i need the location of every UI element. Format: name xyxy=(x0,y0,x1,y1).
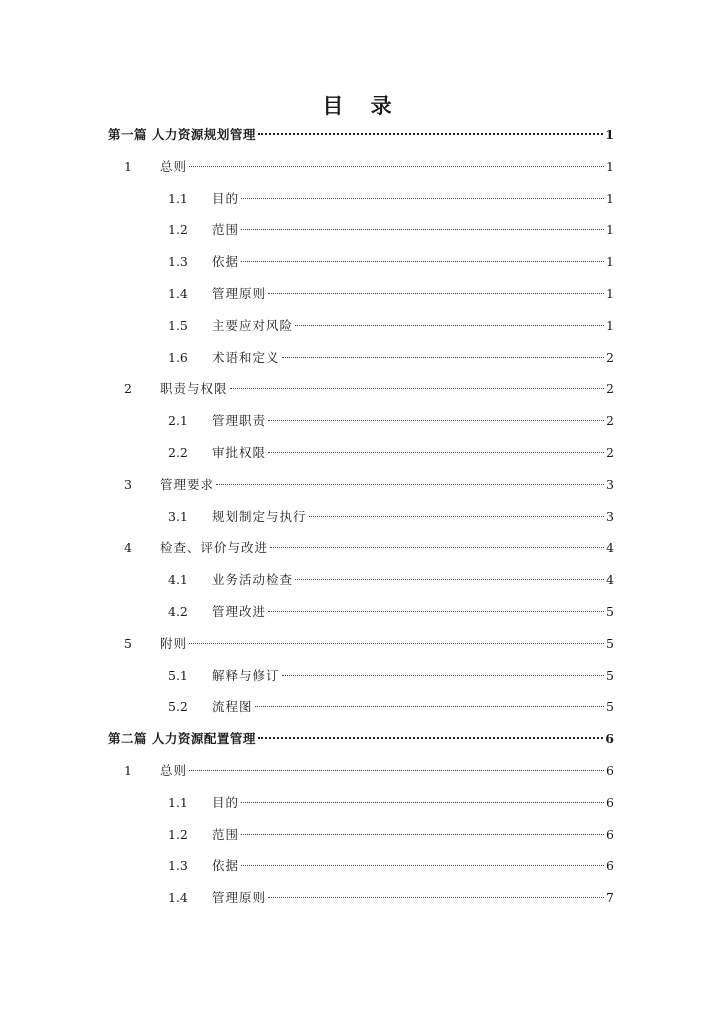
dot-leader xyxy=(270,547,604,548)
toc-entry-title: 范围 xyxy=(212,826,240,842)
dot-leader xyxy=(241,834,604,835)
toc-entry-number: 1.5 xyxy=(168,317,188,333)
toc-entry-title: 总则 xyxy=(160,158,188,174)
dot-leader xyxy=(216,484,604,485)
toc-entry-title: 规划制定与执行 xyxy=(212,508,307,524)
toc-entry-section[interactable] xyxy=(168,888,614,908)
toc-entry-number: 5.2 xyxy=(168,699,188,715)
toc-entry-section[interactable] xyxy=(168,220,614,240)
toc-entry-page-number: 6 xyxy=(605,731,614,747)
toc-entry-number: 1 xyxy=(124,158,132,174)
toc-entry-page-number: 1 xyxy=(605,127,614,142)
toc-entry-page-number: 6 xyxy=(606,858,614,874)
dot-leader xyxy=(268,897,604,898)
toc-entry-section[interactable] xyxy=(168,284,614,304)
dot-leader xyxy=(241,261,604,262)
toc-entry-number: 1.3 xyxy=(168,858,188,874)
toc-entry-number: 4.1 xyxy=(168,572,188,588)
toc-entry-title: 流程图 xyxy=(212,699,253,715)
toc-entry-number: 2.2 xyxy=(168,445,188,460)
dot-leader xyxy=(241,865,604,866)
dot-leader xyxy=(282,675,605,676)
dot-leader xyxy=(309,516,605,517)
dot-leader xyxy=(258,737,603,739)
toc-entry-page-number: 2 xyxy=(606,445,614,460)
toc-entry-number: 1.2 xyxy=(168,826,188,842)
toc-entry-title: 检查、评价与改进 xyxy=(160,540,269,556)
toc-entry-number: 3 xyxy=(124,476,132,492)
dot-leader xyxy=(295,579,604,580)
toc-entry-page-number: 1 xyxy=(606,158,614,174)
dot-leader xyxy=(268,611,604,612)
toc-entry-number: 2.1 xyxy=(168,413,188,429)
toc-entry-number: 4 xyxy=(124,540,132,556)
toc-entry-section[interactable] xyxy=(168,697,614,717)
toc-entry-number: 1.4 xyxy=(168,890,188,906)
dot-leader xyxy=(241,229,604,230)
toc-entry-title: 总则 xyxy=(160,763,188,778)
toc-entry-title: 职责与权限 xyxy=(160,381,228,397)
toc-entry-title: 管理原则 xyxy=(212,890,267,906)
toc-entry-page-number: 4 xyxy=(606,540,614,556)
toc-entry-page-number: 7 xyxy=(606,890,614,906)
dot-leader xyxy=(230,388,605,389)
toc-entry-title: 依据 xyxy=(212,254,240,270)
toc-entry-title: 第二篇 人力资源配置管理 xyxy=(108,731,256,747)
toc-entry-title: 解释与修订 xyxy=(212,667,280,683)
toc-entry-section[interactable] xyxy=(168,602,614,622)
toc-entry-chapter[interactable] xyxy=(124,157,614,177)
dot-leader xyxy=(258,133,603,135)
toc-entry-section[interactable] xyxy=(168,666,614,686)
dot-leader xyxy=(189,166,604,167)
toc-entry-page-number: 1 xyxy=(606,286,614,301)
toc-entry-part[interactable] xyxy=(108,125,614,145)
toc-entry-title: 目的 xyxy=(212,794,240,810)
dot-leader xyxy=(268,452,604,453)
toc-entry-page-number: 2 xyxy=(606,349,614,365)
toc-entry-page-number: 1 xyxy=(606,317,614,333)
toc-entry-section[interactable] xyxy=(168,443,614,463)
toc-entry-number: 5 xyxy=(124,635,132,651)
toc-entry-page-number: 5 xyxy=(606,604,614,619)
dot-leader xyxy=(241,802,604,803)
toc-entry-title: 附则 xyxy=(160,635,188,651)
dot-leader xyxy=(189,643,604,644)
toc-entry-number: 1.2 xyxy=(168,222,188,238)
page-title: 目 录 xyxy=(322,93,402,118)
toc-entry-title: 管理职责 xyxy=(212,413,267,429)
toc-entry-section[interactable] xyxy=(168,570,614,590)
toc-entry-page-number: 6 xyxy=(606,794,614,810)
toc-entry-chapter[interactable] xyxy=(124,634,614,654)
toc-entry-chapter[interactable] xyxy=(124,761,614,781)
toc-entry-section[interactable] xyxy=(168,825,614,845)
toc-entry-number: 1 xyxy=(124,763,132,778)
toc-entry-page-number: 5 xyxy=(606,667,614,683)
dot-leader xyxy=(295,325,604,326)
dot-leader xyxy=(268,420,604,421)
toc-entry-chapter[interactable] xyxy=(124,538,614,558)
toc-entry-page-number: 1 xyxy=(606,254,614,270)
toc-entry-section[interactable] xyxy=(168,856,614,876)
toc-entry-number: 1.4 xyxy=(168,286,188,301)
toc-entry-page-number: 1 xyxy=(606,190,614,206)
toc-entry-section[interactable] xyxy=(168,348,614,368)
toc-entry-title: 管理要求 xyxy=(160,476,215,492)
toc-entry-page-number: 2 xyxy=(606,381,614,397)
toc-entry-page-number: 2 xyxy=(606,413,614,429)
toc-entry-chapter[interactable] xyxy=(124,475,614,495)
toc-entry-chapter[interactable] xyxy=(124,379,614,399)
toc-entry-number: 1.1 xyxy=(168,190,188,206)
toc-entry-title: 管理原则 xyxy=(212,286,267,301)
toc-entry-page-number: 5 xyxy=(606,635,614,651)
toc-entry-section[interactable] xyxy=(168,411,614,431)
toc-entry-title: 依据 xyxy=(212,858,240,874)
toc-entry-section[interactable] xyxy=(168,507,614,527)
toc-entry-number: 1.1 xyxy=(168,794,188,810)
toc-entry-title: 术语和定义 xyxy=(212,349,280,365)
dot-leader xyxy=(282,357,605,358)
toc-entry-title: 审批权限 xyxy=(212,445,267,460)
dot-leader xyxy=(255,706,605,707)
toc-entry-page-number: 6 xyxy=(606,763,614,778)
toc-entry-title: 业务活动检查 xyxy=(212,572,294,588)
toc-entry-page-number: 6 xyxy=(606,826,614,842)
toc-entry-title: 主要应对风险 xyxy=(212,317,294,333)
toc-entry-part[interactable] xyxy=(108,729,614,749)
toc-entry-section[interactable] xyxy=(168,793,614,813)
toc-entry-page-number: 3 xyxy=(606,508,614,524)
dot-leader xyxy=(189,770,604,771)
toc-entry-page-number: 1 xyxy=(606,222,614,238)
toc-entry-page-number: 3 xyxy=(606,476,614,492)
toc-entry-title: 目的 xyxy=(212,190,240,206)
toc-entry-number: 2 xyxy=(124,381,132,397)
dot-leader xyxy=(241,198,604,199)
toc-entry-number: 5.1 xyxy=(168,667,188,683)
toc-entry-number: 4.2 xyxy=(168,604,188,619)
toc-entry-title: 范围 xyxy=(212,222,240,238)
toc-entry-page-number: 4 xyxy=(606,572,614,588)
toc-entry-title: 第一篇 人力资源规划管理 xyxy=(108,127,256,142)
toc-entry-number: 1.6 xyxy=(168,349,188,365)
dot-leader xyxy=(268,293,604,294)
toc-entry-section[interactable] xyxy=(168,189,614,209)
toc-entry-number: 1.3 xyxy=(168,254,188,270)
toc-entry-number: 3.1 xyxy=(168,508,188,524)
toc-entry-section[interactable] xyxy=(168,252,614,272)
toc-entry-page-number: 5 xyxy=(606,699,614,715)
toc-entry-section[interactable] xyxy=(168,316,614,336)
toc-entry-title: 管理改进 xyxy=(212,604,267,619)
